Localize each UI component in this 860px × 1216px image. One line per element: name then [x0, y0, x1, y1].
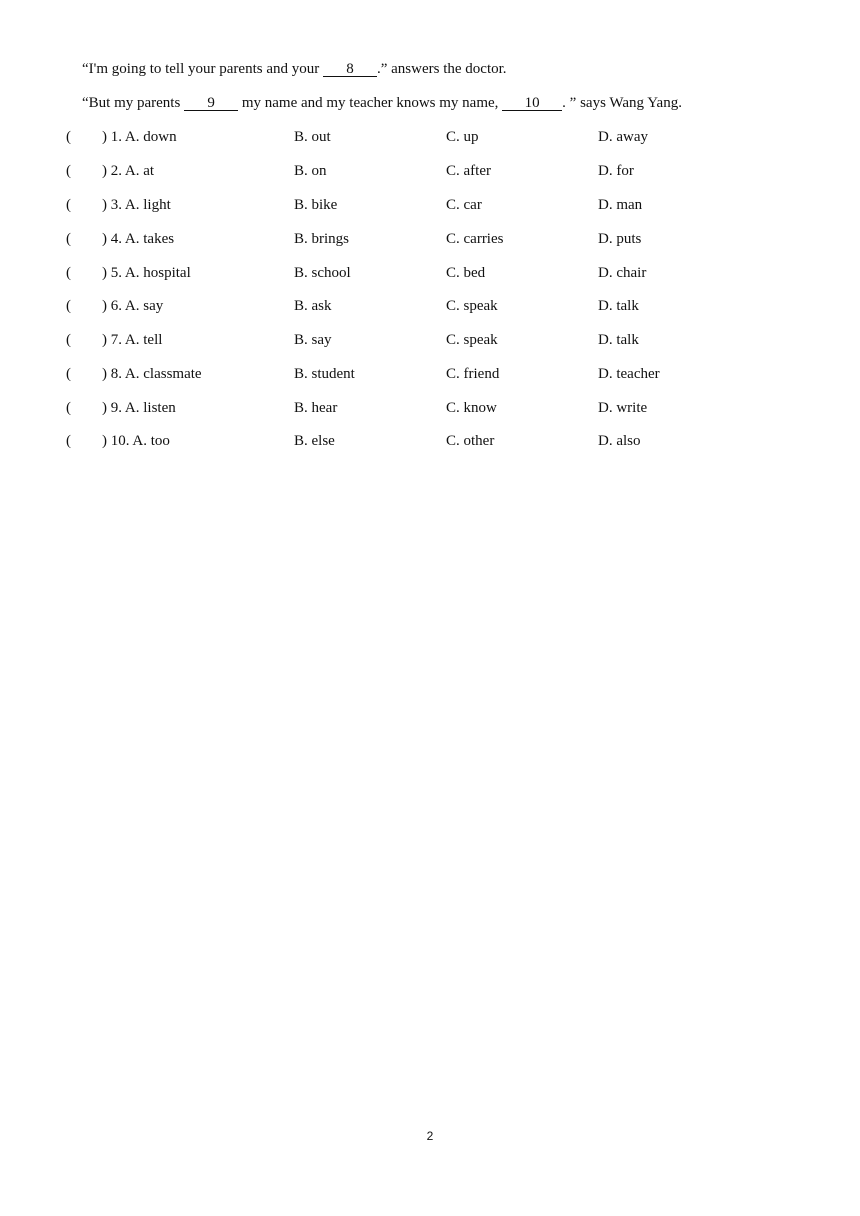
question-option-b: B. brings: [294, 231, 350, 247]
passage-line-1: [82, 61, 507, 78]
question-option-b: B. else: [294, 433, 335, 449]
question-option-b: B. on: [294, 163, 327, 179]
question-option-b: B. school: [294, 265, 351, 281]
question-option-a: ) 3. A. light: [102, 197, 171, 213]
question-option-a: ) 8. A. classmate: [102, 366, 202, 382]
question-option-a: ) 5. A. hospital: [102, 265, 191, 281]
question-option-a: ) 1. A. down: [102, 129, 177, 145]
answer-paren: (: [66, 332, 71, 348]
passage-text: .” answers the doctor.: [376, 61, 507, 77]
answer-paren: (: [66, 129, 71, 145]
question-option-a: ) 7. A. tell: [102, 332, 163, 348]
question-option-c: C. know: [446, 400, 497, 416]
question-option-a: ) 4. A. takes: [102, 231, 175, 247]
page-number: 2: [426, 1129, 434, 1143]
answer-paren: (: [66, 265, 71, 281]
question-option-c: C. carries: [446, 231, 504, 247]
question-option-c: C. car: [446, 197, 482, 213]
question-option-b: B. say: [294, 332, 332, 348]
answer-paren: (: [66, 298, 71, 314]
answer-paren: (: [66, 433, 71, 449]
answer-paren: (: [66, 231, 71, 247]
question-option-c: C. up: [446, 129, 479, 145]
passage-text: my name and my teacher knows my name,: [238, 95, 503, 111]
blank-8: 8: [323, 62, 377, 77]
question-option-a: ) 2. A. at: [102, 163, 155, 179]
question-option-d: D. teacher: [598, 366, 660, 382]
question-option-b: B. student: [294, 366, 355, 382]
question-option-a: ) 10. A. too: [102, 433, 170, 449]
question-option-d: D. chair: [598, 265, 647, 281]
blank-9: 9: [184, 96, 238, 111]
question-option-d: D. away: [598, 129, 648, 145]
question-option-d: D. also: [598, 433, 641, 449]
question-option-d: D. talk: [598, 332, 639, 348]
passage-text: “I'm going to tell your parents and your: [82, 61, 323, 77]
passage-text: “But my parents: [82, 95, 185, 111]
answer-paren: (: [66, 197, 71, 213]
answer-paren: (: [66, 163, 71, 179]
answer-paren: (: [66, 366, 71, 382]
question-option-b: B. bike: [294, 197, 338, 213]
question-option-d: D. talk: [598, 298, 639, 314]
question-option-a: ) 9. A. listen: [102, 400, 176, 416]
question-option-d: D. for: [598, 163, 634, 179]
question-option-b: B. ask: [294, 298, 332, 314]
question-option-b: B. hear: [294, 400, 338, 416]
question-option-d: D. man: [598, 197, 643, 213]
question-option-c: C. speak: [446, 332, 498, 348]
question-option-d: D. write: [598, 400, 648, 416]
question-option-d: D. puts: [598, 231, 642, 247]
question-option-a: ) 6. A. say: [102, 298, 164, 314]
question-option-c: C. after: [446, 163, 491, 179]
question-option-c: C. friend: [446, 366, 500, 382]
answer-paren: (: [66, 400, 71, 416]
blank-10: 10: [502, 96, 562, 111]
question-option-c: C. speak: [446, 298, 498, 314]
question-option-c: C. other: [446, 433, 495, 449]
passage-line-2: [82, 95, 682, 112]
question-option-c: C. bed: [446, 265, 486, 281]
passage-text: . ” says Wang Yang.: [562, 95, 682, 111]
question-option-b: B. out: [294, 129, 331, 145]
